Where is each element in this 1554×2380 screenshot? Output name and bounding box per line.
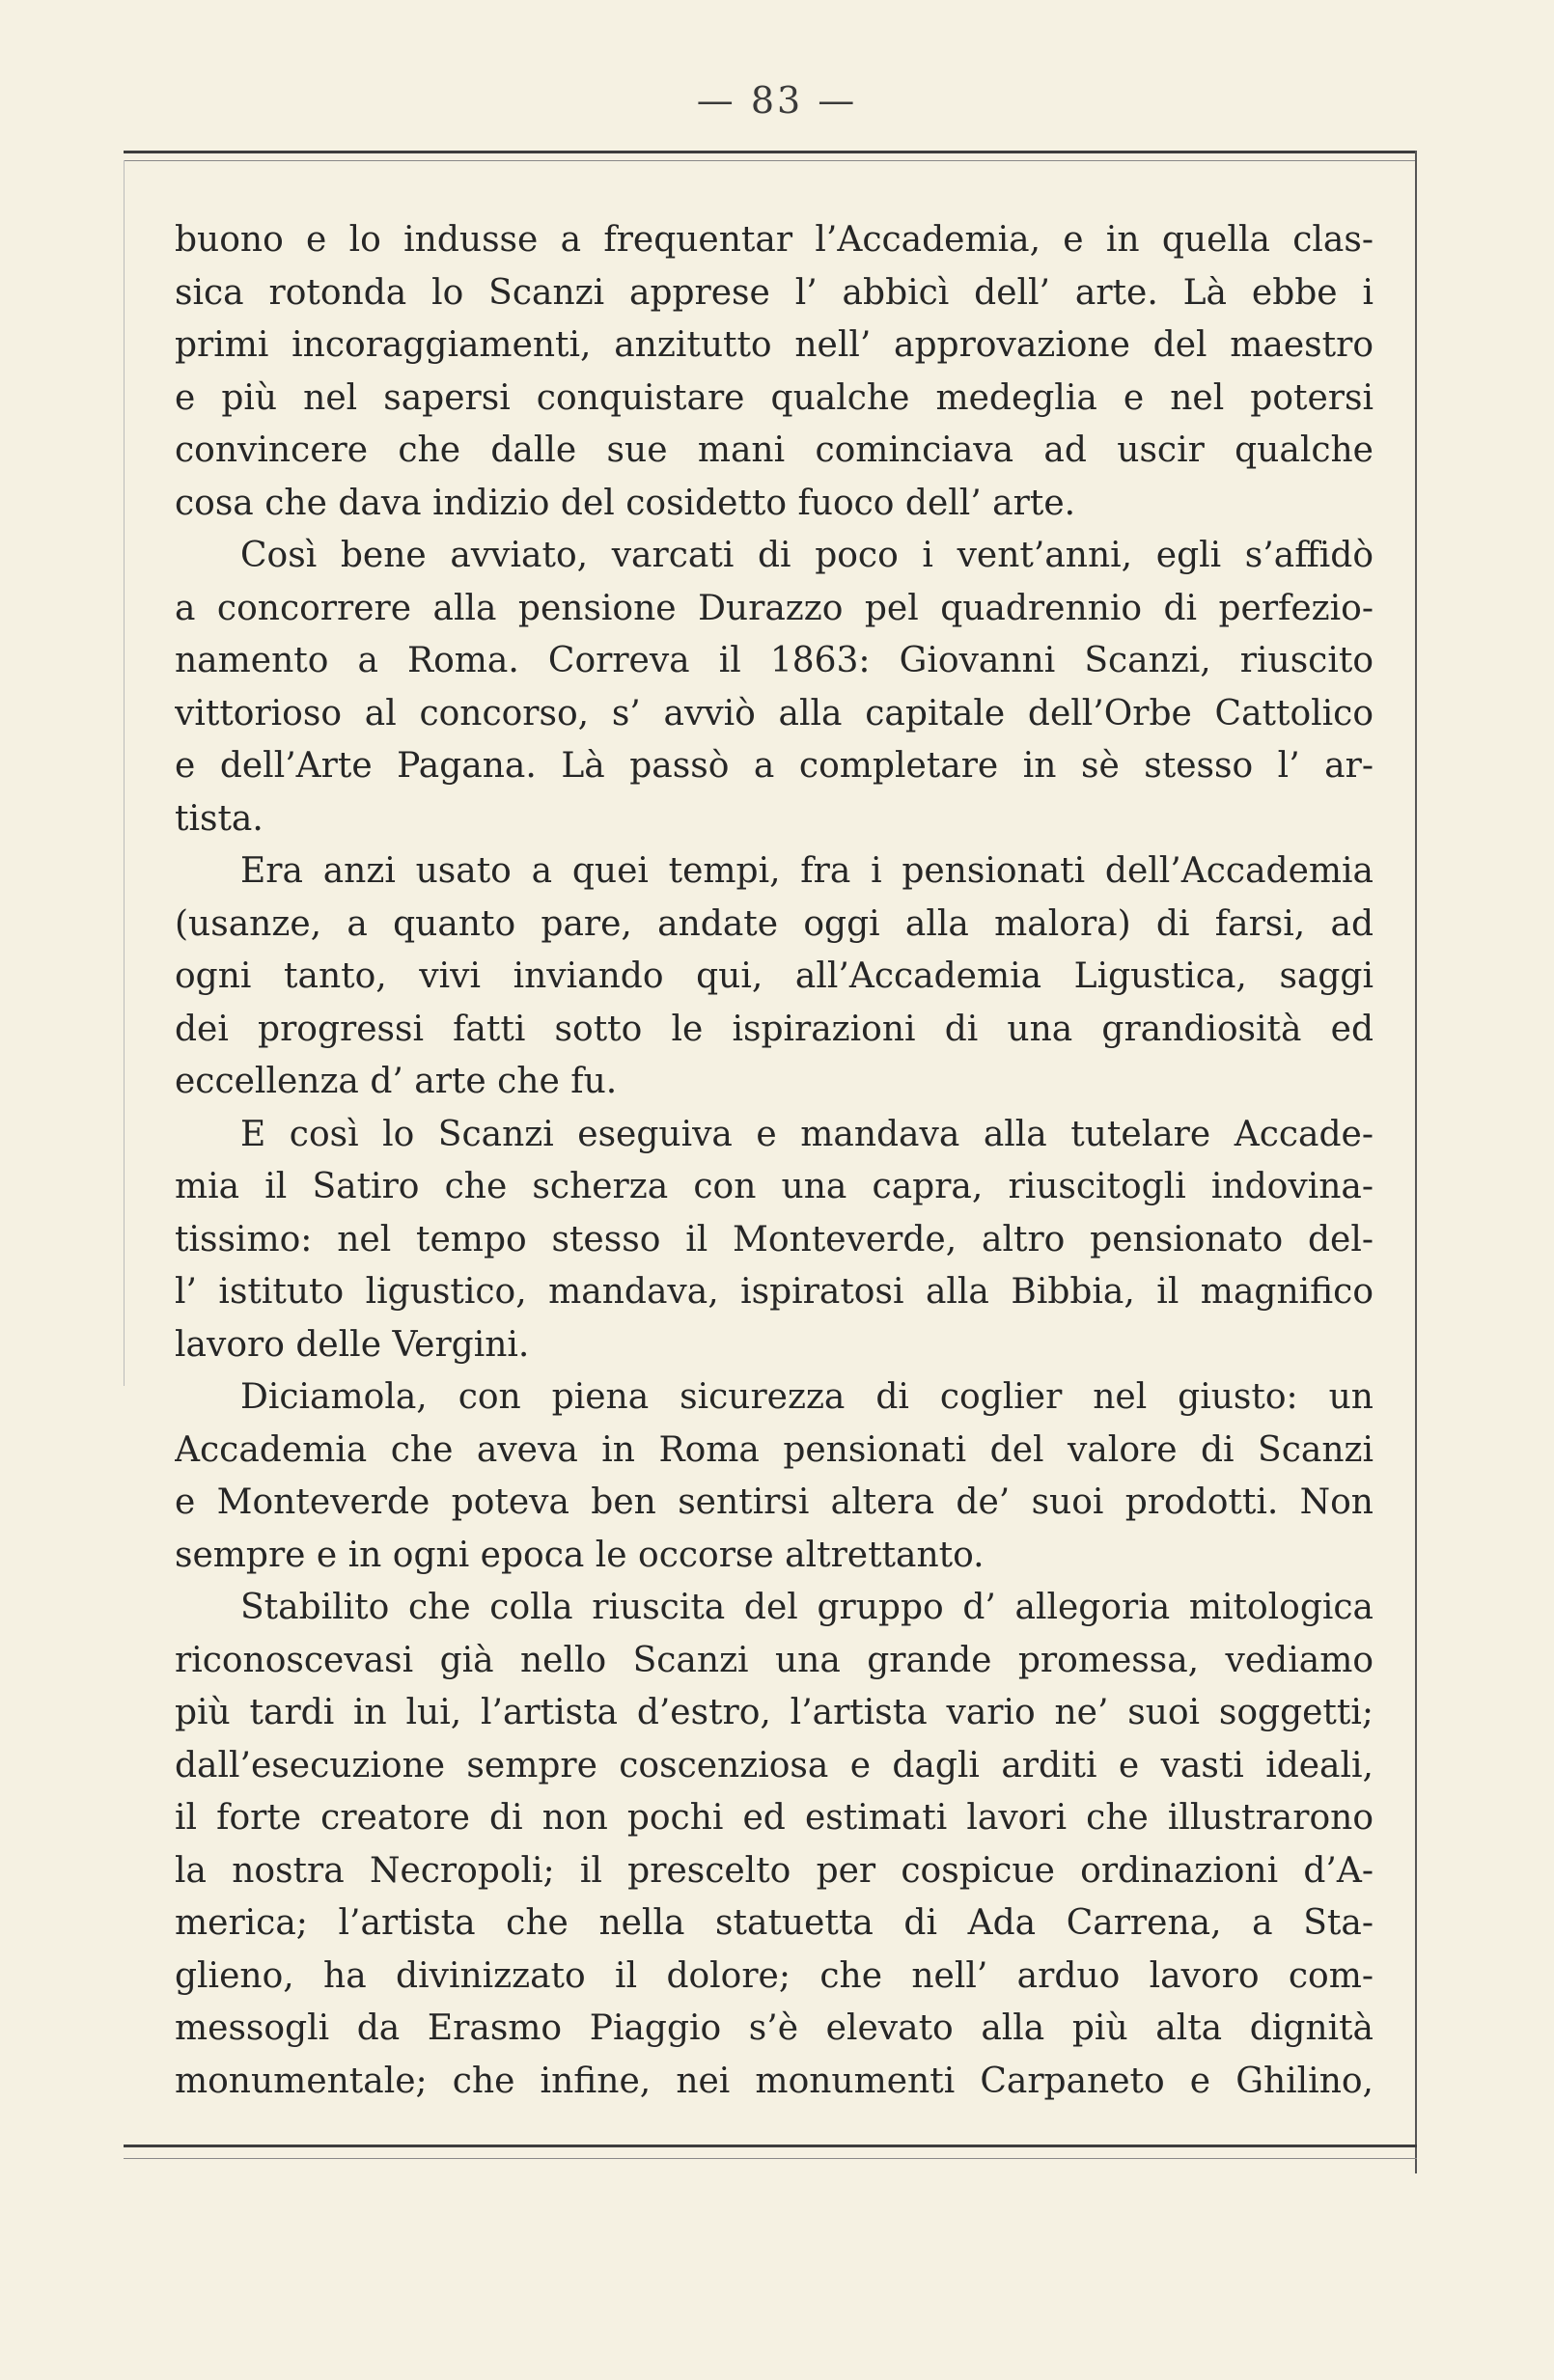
text-line: sempre e in ogni epoca le occorse altrettanto. <box>175 1535 985 1575</box>
text-line: ogni tanto, vivi inviando qui, all’Accademia Ligustica, saggi <box>175 956 1374 996</box>
text-line: sica rotonda lo Scanzi apprese l’ abbicì dell’ arte. Là ebbe i <box>175 272 1374 313</box>
text-line: tista. <box>175 798 264 839</box>
text-line: e dell’Arte Pagana. Là passò a completare in sè stesso l’ ar- <box>175 746 1374 786</box>
text-line: convincere che dalle sue mani cominciava ad uscir qualche <box>175 430 1374 470</box>
text-line: tissimo: nel tempo stesso il Monteverde, altro pensionato del- <box>175 1219 1374 1259</box>
text-line: Era anzi usato a quei tempi, fra i pensionati dell’Accademia <box>240 851 1374 891</box>
bottom-rule-fine <box>124 2158 1417 2159</box>
text-line: (usanze, a quanto pare, andate oggi alla malora) di farsi, ad <box>175 903 1374 944</box>
text-line: riconoscevasi già nello Scanzi una grande promessa, vediamo <box>175 1640 1374 1680</box>
text-line: e più nel sapersi conquistare qualche medeglia e nel potersi <box>175 377 1374 418</box>
text-line: l’ istituto ligustico, mandava, ispiratosi alla Bibbia, il magnifico <box>175 1272 1374 1312</box>
text-line: Così bene avviato, varcati di poco i vent’anni, egli s’affidò <box>240 536 1374 575</box>
left-rule <box>124 160 125 1386</box>
text-line: glieno, ha divinizzato il dolore; che nell’ arduo lavoro com- <box>175 1955 1374 1996</box>
text-line: eccellenza d’ arte che fu. <box>175 1062 618 1101</box>
text-line: monumentale; che infine, nei monumenti Carpaneto e Ghilino, <box>175 2061 1374 2101</box>
body-text <box>175 214 1374 2108</box>
text-line: Diciamola, con piena sicurezza di coglier nel giusto: un <box>240 1377 1374 1417</box>
text-line: la nostra Necropoli; il prescelto per cospicue ordinazioni d’A- <box>175 1850 1374 1891</box>
right-rule <box>1415 151 1417 2173</box>
text-line: a concorrere alla pensione Durazzo pel quadrennio di perfezio- <box>175 588 1374 628</box>
text-line: E così lo Scanzi eseguiva e mandava alla tutelare Accade- <box>240 1114 1374 1154</box>
text-line: e Monteverde poteva ben sentirsi altera de’ suoi prodotti. Non <box>175 1482 1374 1522</box>
text-line: vittorioso al concorso, s’ avviò alla capitale dell’Orbe Cattolico <box>175 693 1374 733</box>
text-line: primi incoraggiamenti, anzitutto nell’ approvazione del maestro <box>175 325 1374 365</box>
text-line: merica; l’artista che nella statuetta di Ada Carrena, a Sta- <box>175 1903 1374 1943</box>
text-line: cosa che dava indizio del cosidetto fuoco dell’ arte. <box>175 483 1076 523</box>
text-line: buono e lo indusse a frequentar l’Accademia, e in quella clas- <box>175 220 1374 260</box>
text-line: il forte creatore di non pochi ed estimati lavori che illustrarono <box>175 1798 1374 1838</box>
text-line: messogli da Erasmo Piaggio s’è elevato alla più alta dignità <box>175 2008 1374 2048</box>
text-line: Stabilito che colla riuscita del gruppo d’ allegoria mitologica <box>240 1588 1374 1627</box>
text-line: dei progressi fatti sotto le ispirazioni di una grandiosità ed <box>175 1009 1374 1049</box>
text-line: mia il Satiro che scherza con una capra, riuscitogli indovina- <box>175 1167 1374 1206</box>
page-number: — 83 — <box>696 79 858 122</box>
text-line: namento a Roma. Correva il 1863: Giovanni Scanzi, riuscito <box>175 641 1374 680</box>
bottom-rule <box>124 2145 1417 2147</box>
text-line: più tardi in lui, l’artista d’estro, l’artista vario ne’ suoi soggetti; <box>175 1693 1374 1732</box>
text-line: dall’esecuzione sempre coscenziosa e dagli arditi e vasti ideali, <box>175 1745 1374 1785</box>
text-line: lavoro delle Vergini. <box>175 1324 530 1365</box>
text-line: Accademia che aveva in Roma pensionati del valore di Scanzi <box>175 1429 1374 1470</box>
top-rule <box>124 151 1417 153</box>
top-rule-fine <box>124 160 1417 161</box>
